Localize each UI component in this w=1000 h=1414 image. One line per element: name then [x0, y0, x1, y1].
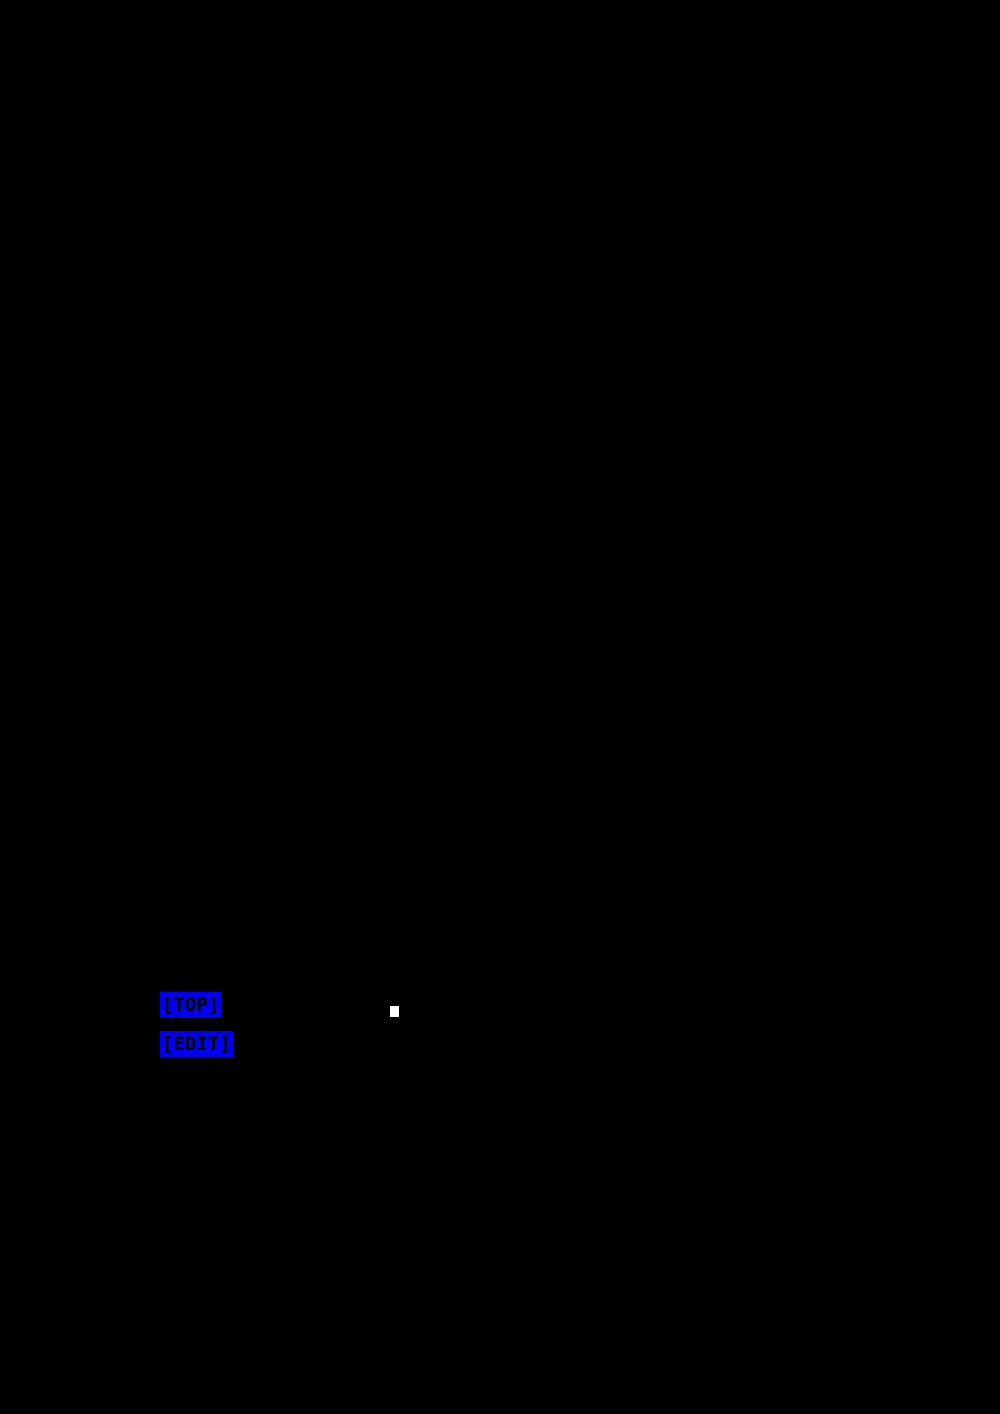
text-caret [390, 1006, 399, 1017]
back-link[interactable]: [TOP] [162, 994, 220, 1016]
edit-link[interactable]: [EDIT] [162, 1033, 231, 1055]
